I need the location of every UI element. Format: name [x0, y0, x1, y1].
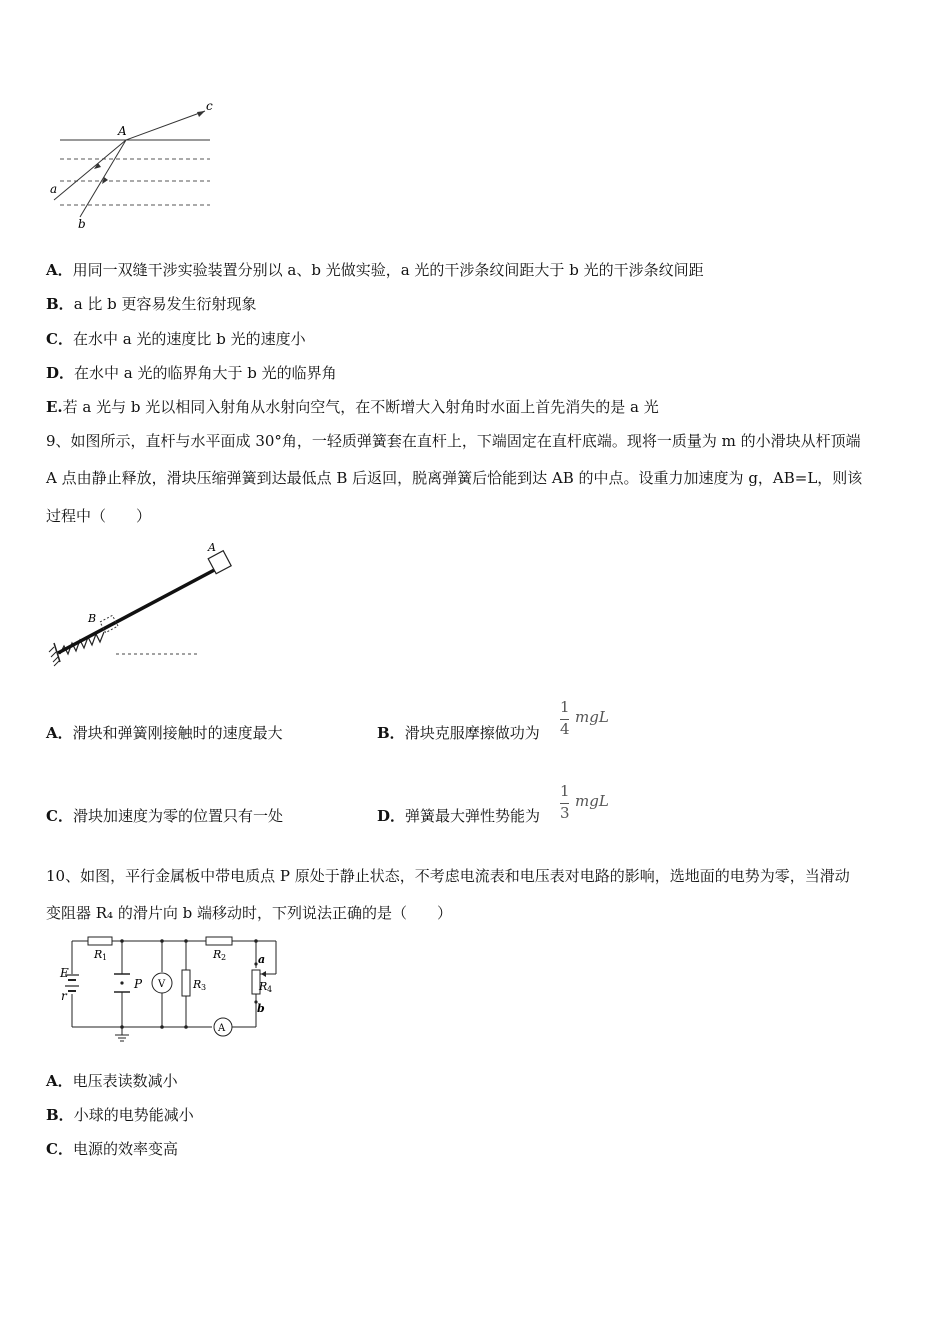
circuit-label-R3: R [193, 978, 202, 991]
circuit-label-a: a [258, 953, 266, 966]
fig-label-B: B [88, 612, 97, 625]
circuit-label-R1-sub: 1 [102, 953, 108, 962]
circuit-label-R4: R [259, 980, 268, 993]
fig-label-a: a [50, 182, 58, 196]
fig-label-A: A [118, 124, 127, 138]
q8-option-a[interactable]: A．用同一双缝干涉实验装置分别以 a、b 光做实验，a 光的干涉条纹间距大于 b 光的干涉条纹间距 [46, 261, 704, 279]
q9-stem-line1: 9、如图所示，直杆与水平面成 30°角，一轻质弹簧套在直杆上，下端固定在直杆底端。现将一质量为 m 的小滑块从杆顶端 [46, 432, 861, 450]
fig-label-A: A [208, 541, 216, 554]
q9-stem-line2: A 点由静止释放，滑块压缩弹簧到达最低点 B 后返回，脱离弹簧后恰能到达 AB 的中点。设重力加速度为 g，AB=L，则该 [46, 469, 863, 487]
q9-option-b[interactable]: B．滑块克服摩擦做功为 [377, 724, 540, 742]
q8-option-e[interactable]: E.若 a 光与 b 光以相同入射角从水射向空气，在不断增大入射角时水面上首先消失的是 a 光 [46, 398, 659, 416]
circuit-label-P: P [134, 977, 143, 991]
q10-option-a[interactable]: A．电压表读数减小 [46, 1072, 178, 1090]
circuit-label-R3-sub: 3 [201, 983, 207, 992]
circuit-label-R2-sub: 2 [221, 953, 227, 962]
q9-option-d-fraction: 1 3 mgL [560, 782, 609, 822]
voltmeter-icon: V [158, 979, 166, 990]
q9-option-a[interactable]: A．滑块和弹簧刚接触时的速度最大 [46, 724, 283, 742]
q9-option-d[interactable]: D．弹簧最大弹性势能为 [377, 807, 541, 825]
fig-label-c: c [206, 99, 213, 113]
circuit-label-E: E [60, 966, 69, 980]
q9-stem-line3: 过程中（ ） [46, 507, 152, 525]
ammeter-icon: A [218, 1023, 226, 1034]
circuit-figure [56, 932, 286, 1044]
q10-option-c[interactable]: C．电源的效率变高 [46, 1140, 178, 1158]
circuit-label-R2: R [213, 948, 222, 961]
q10-stem-line1: 10、如图，平行金属板中带电质点 P 原处于静止状态，不考虑电流表和电压表对电路的影响，选地面的电势为零，当滑动 [46, 867, 850, 885]
q8-option-d[interactable]: D．在水中 a 光的临界角大于 b 光的临界角 [46, 364, 337, 382]
circuit-label-R4-sub: 4 [267, 985, 273, 994]
q9-option-b-fraction: 1 4 mgL [560, 698, 609, 738]
q10-option-b[interactable]: B．小球的电势能减小 [46, 1106, 194, 1124]
circuit-label-r: r [61, 989, 67, 1003]
circuit-label-R1: R [94, 948, 103, 961]
incline-rod-figure [44, 540, 244, 670]
fig-label-b: b [78, 217, 86, 231]
q8-option-b[interactable]: B．a 比 b 更容易发生衍射现象 [46, 295, 257, 313]
circuit-label-b: b [257, 1002, 265, 1015]
refraction-figure [40, 95, 230, 240]
q9-option-c[interactable]: C．滑块加速度为零的位置只有一处 [46, 807, 283, 825]
q8-option-c[interactable]: C．在水中 a 光的速度比 b 光的速度小 [46, 330, 306, 348]
q10-stem-line2: 变阻器 R₄ 的滑片向 b 端移动时，下列说法正确的是（ ） [46, 904, 452, 922]
